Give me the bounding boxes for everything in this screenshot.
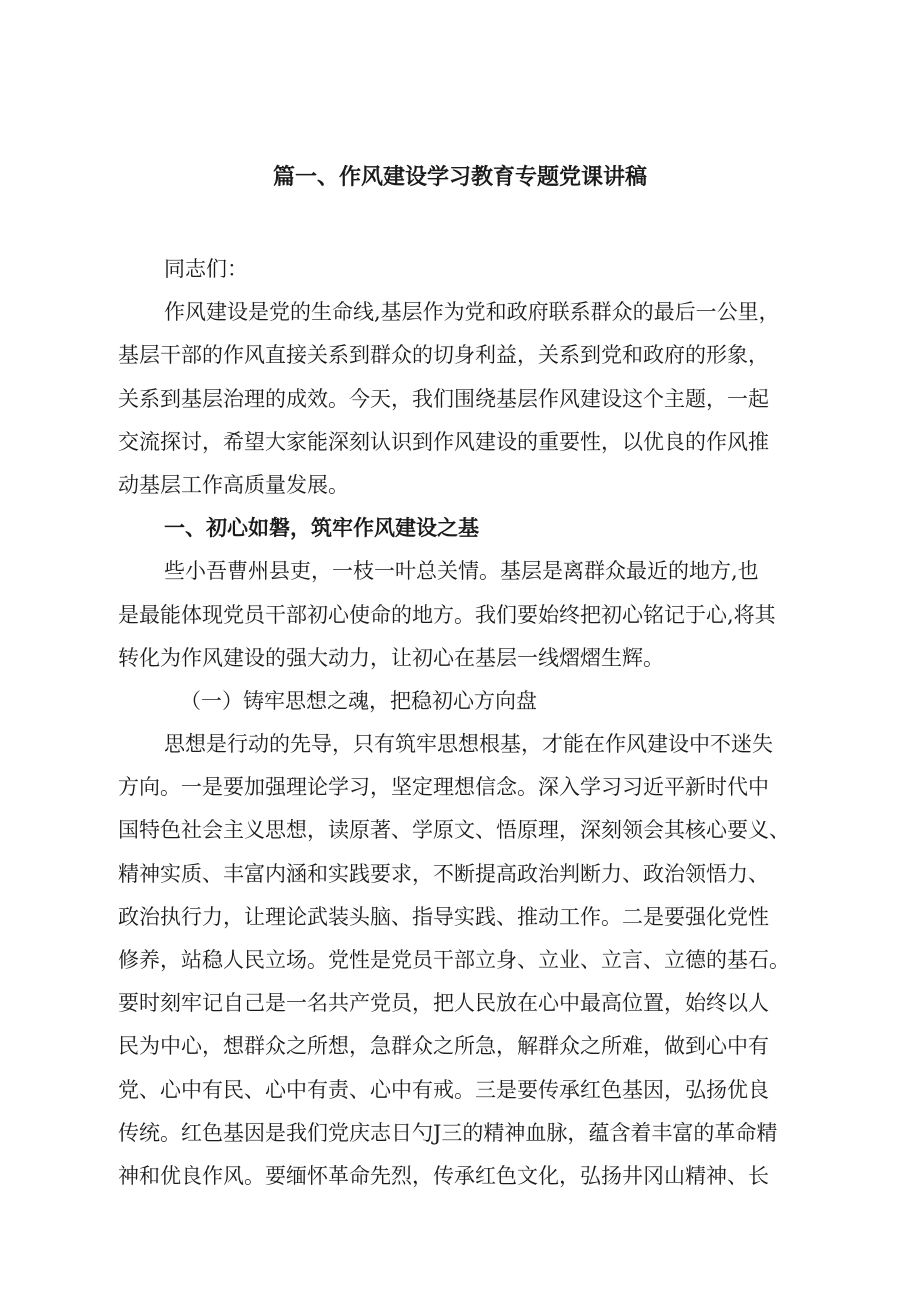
paragraph-line: 交流探讨，希望大家能深刻认识到作风建设的重要性，以优良的作风推 xyxy=(118,429,769,454)
section-heading: 一、初心如磐，筑牢作风建设之基 xyxy=(164,516,479,541)
paragraph-line: 要时刻牢记自己是一名共产党员，把人民放在心中最高位置，始终以人 xyxy=(118,991,769,1016)
salutation: 同志们： xyxy=(164,257,248,281)
subsection-heading: （一）铸牢思想之魂，把稳初心方向盘 xyxy=(180,688,537,713)
paragraph-line: 动基层工作高质量发展。 xyxy=(118,472,349,497)
document-title: 篇一、作风建设学习教育专题党课讲稿 xyxy=(272,165,647,190)
paragraph-line: 基层干部的作风直接关系到群众的切身利益，关系到党和政府的形象， xyxy=(118,343,769,368)
paragraph-line: 转化为作风建设的强大动力，让初心在基层一线熠熠生辉。 xyxy=(118,645,664,670)
paragraph-line: 些小吾曹州县吏，一枝一叶总关情。基层是离群众最近的地方,也 xyxy=(164,559,759,584)
paragraph-line: 民为中心，想群众之所想，急群众之所急，解群众之所难，做到心中有 xyxy=(118,1034,769,1059)
paragraph-line: 精神实质、丰富内涵和实践要求，不断提高政治判断力、政治领悟力、 xyxy=(118,861,769,886)
paragraph-line: 思想是行动的先导，只有筑牢思想根基，才能在作风建设中不迷失 xyxy=(164,732,773,757)
paragraph-line: 神和优良作风。要缅怀革命先烈，传承红色文化，弘扬井冈山精神、长 xyxy=(118,1163,769,1188)
paragraph-line: 国特色社会主义思想，读原著、学原文、悟原理，深刻领会其核心要义、 xyxy=(118,818,790,843)
paragraph-line: 作风建设是党的生命线,基层作为党和政府联系群众的最后一公里， xyxy=(164,300,780,325)
paragraph-line: 是最能体现党员干部初心使命的地方。我们要始终把初心铭记于心,将其 xyxy=(118,602,776,627)
paragraph-line: 传统。红色基因是我们党庆志日勺J三的精神血脉，蕴含着丰富的革命精 xyxy=(118,1120,778,1145)
paragraph-line: 方向。一是要加强理论学习，坚定理想信念。深入学习习近平新时代中 xyxy=(118,775,769,800)
paragraph-line: 党、心中有民、心中有责、心中有戒。三是要传承红色基因，弘扬优良 xyxy=(118,1077,769,1102)
paragraph-line: 关系到基层治理的成效。今天，我们围绕基层作风建设这个主题，一起 xyxy=(118,386,769,411)
paragraph-line: 修养，站稳人民立场。党性是党员干部立身、立业、立言、立德的基石。 xyxy=(118,948,790,972)
paragraph-line: 政治执行力，让理论武装头脑、指导实践、推动工作。二是要强化党性 xyxy=(118,904,769,929)
document-body xyxy=(118,248,832,1198)
